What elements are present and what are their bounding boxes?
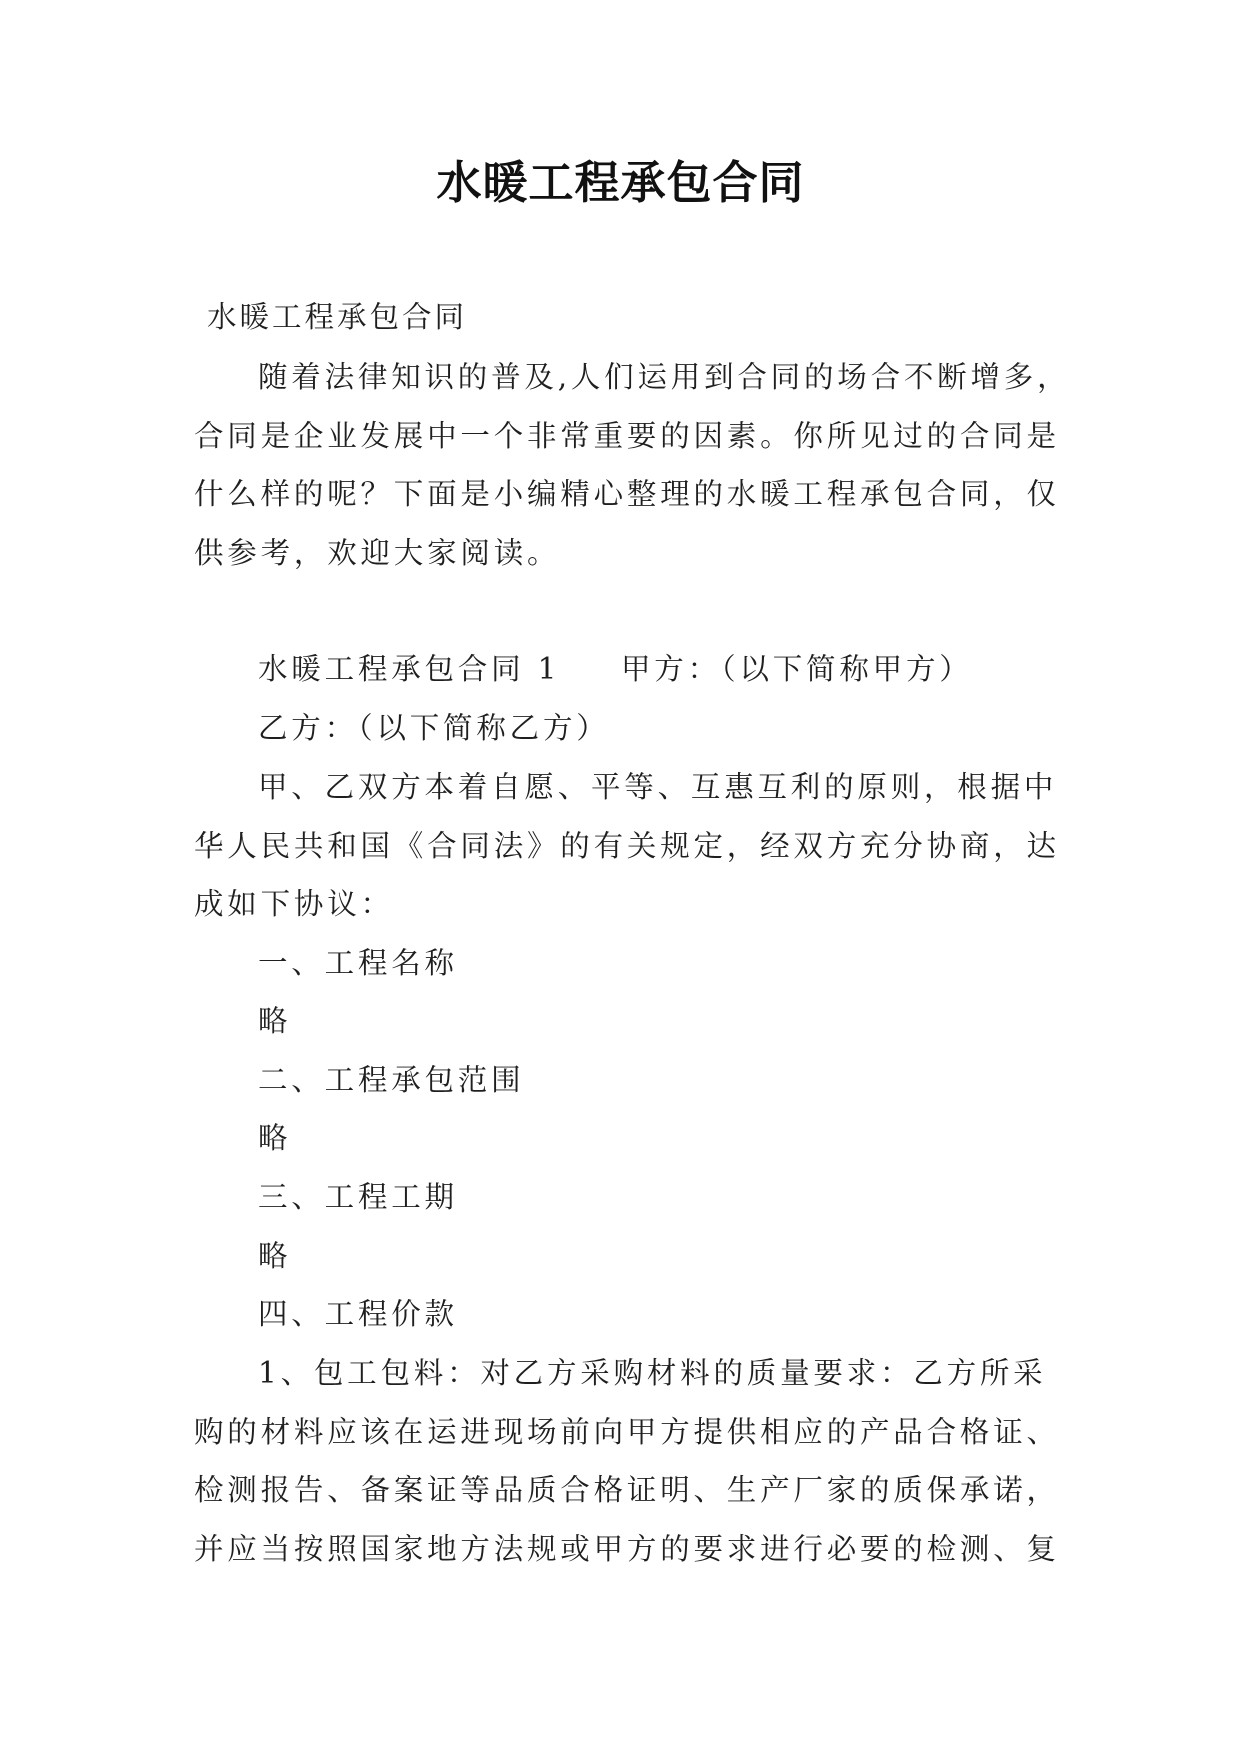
intro-line: 什么样的呢？下面是小编精心整理的水暖工程承包合同，仅 [194, 477, 1060, 511]
clause-line: 检测报告、备案证等品质合格证明、生产厂家的质保承诺， [194, 1473, 1060, 1507]
section-body: 略 [258, 1004, 292, 1038]
agreement-line: 甲、乙双方本着自愿、平等、互惠互利的原则，根据中 [258, 770, 1058, 804]
document-subtitle: 水暖工程承包合同 [207, 300, 468, 334]
clause-line: 并应当按照国家地方法规或甲方的要求进行必要的检测、复 [194, 1532, 1060, 1566]
section-heading: 三、工程工期 [258, 1180, 458, 1214]
section-body: 略 [258, 1121, 292, 1155]
document-title: 水暖工程承包合同 [436, 156, 805, 209]
section-heading: 一、工程名称 [258, 946, 458, 980]
section-heading: 四、工程价款 [258, 1297, 458, 1331]
section-heading: 二、工程承包范围 [258, 1063, 525, 1097]
intro-line: 合同是企业发展中一个非常重要的因素。你所见过的合同是 [194, 419, 1060, 453]
intro-line: 随着法律知识的普及,人们运用到合同的场合不断增多， [258, 360, 1071, 394]
section-body: 略 [258, 1239, 292, 1273]
party-a-line: 甲方：（以下简称甲方） [621, 652, 973, 686]
agreement-line: 成如下协议： [194, 887, 394, 921]
clause-line: 1、包工包料：对乙方采购材料的质量要求：乙方所采 [258, 1356, 1047, 1390]
agreement-line: 华人民共和国《合同法》的有关规定，经双方充分协商，达 [194, 829, 1060, 863]
party-b-line: 乙方：（以下简称乙方） [258, 711, 610, 745]
intro-line: 供参考，欢迎大家阅读。 [194, 536, 561, 570]
clause-line: 购的材料应该在运进现场前向甲方提供相应的产品合格证、 [194, 1415, 1060, 1449]
contract-heading: 水暖工程承包合同 1 [258, 652, 561, 686]
